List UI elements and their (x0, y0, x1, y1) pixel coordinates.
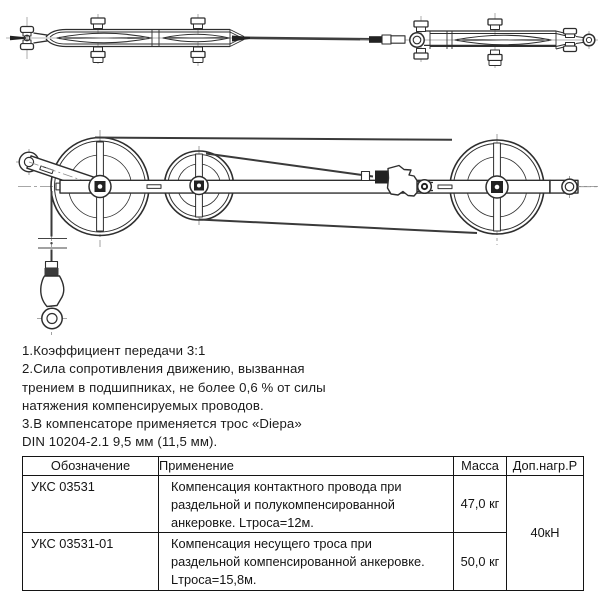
header-application: Применение (159, 457, 454, 476)
header-load: Доп.нагр.Р (507, 457, 584, 476)
note-line: натяжения компенсируемых проводов. (22, 397, 264, 413)
application-line: Компенсация несущего троса при (171, 536, 372, 551)
note-line: 2.Сила сопротивления движению, вызванная (22, 361, 305, 377)
rope-break-mark (38, 239, 67, 249)
note-line: трением в подшипниках, не более 0,6 % от силы (22, 379, 326, 395)
designation-cell: УКС 03531 (23, 476, 159, 533)
application-line: раздельной и полукомпенсированной (171, 497, 395, 512)
compensator-rope (52, 138, 478, 264)
lever-bar (60, 176, 598, 198)
table-row (23, 476, 584, 533)
application-line: анкеровке. Lтроса=12м. (171, 515, 314, 530)
header-designation: Обозначение (23, 457, 159, 476)
load-cell: 40кН (507, 476, 584, 591)
application-cell (159, 533, 454, 591)
wedge-tensioner-right (360, 13, 598, 68)
specification-table (22, 456, 584, 591)
designation-cell: УКС 03531-01 (23, 533, 159, 591)
technical-notes (22, 342, 326, 452)
note-line: 3.В компенсаторе применяется трос «Diepa» (22, 416, 302, 432)
note-line: DIN 10204-2.1 9,5 мм (11,5 мм). (22, 434, 218, 450)
wedge-tensioner-left (6, 14, 246, 66)
lever-pulley-assembly (16, 130, 598, 338)
anchor-wire (232, 36, 374, 42)
mass-cell: 47,0 кг (454, 476, 507, 533)
header-mass: Масса (454, 457, 507, 476)
table-row (23, 533, 584, 591)
application-line: Lтроса=15,8м. (171, 572, 257, 587)
wedge-socket-anchor (37, 262, 67, 329)
table-header-row (23, 457, 584, 476)
application-cell (159, 476, 454, 533)
mass-cell: 50,0 кг (454, 533, 507, 591)
note-line: 1.Коэффициент передачи 3:1 (22, 343, 206, 358)
application-line: раздельной компенсированной анкеровке. (171, 554, 425, 569)
application-line: Компенсация контактного провода при (171, 479, 402, 494)
